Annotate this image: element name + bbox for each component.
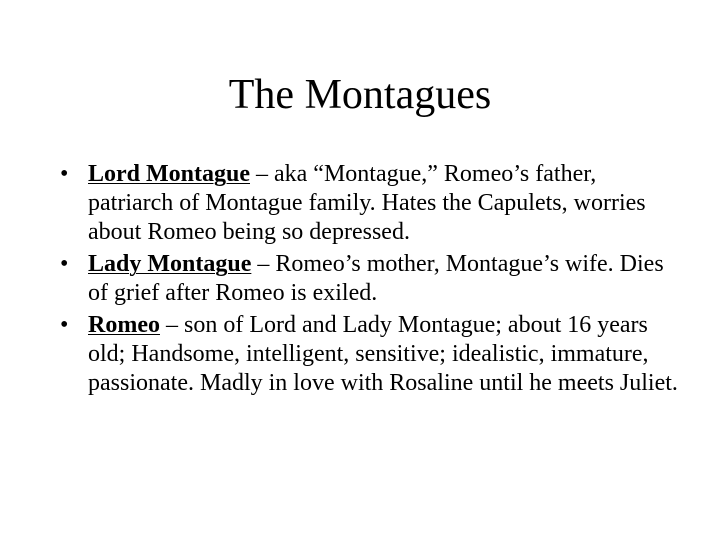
- character-name: Lord Montague: [88, 161, 250, 187]
- bullet-item-lady-montague: [60, 250, 680, 308]
- character-description: – Romeo’s mother, Montague’s wife. Dies of grief after Romeo is exiled.: [88, 251, 664, 306]
- slide-title: The Montagues: [228, 72, 492, 118]
- bullet-item-romeo: [60, 311, 680, 398]
- bullet-item-lord-montague: [60, 160, 680, 247]
- character-description: – son of Lord and Lady Montague; about 16 years old; Handsome, intelligent, sensitive; idealistic, immature, passionate. Madly in love with Rosaline until he meets Juliet.: [88, 312, 678, 396]
- bullet-dot-icon: •: [60, 251, 69, 277]
- character-name: Lady Montague: [88, 251, 252, 277]
- character-name: Romeo: [88, 312, 160, 338]
- bullet-list: [60, 160, 680, 401]
- character-description: – aka “Montague,” Romeo’s father, patriarch of Montague family. Hates the Capulets, worries about Romeo being so depressed.: [88, 161, 646, 245]
- bullet-dot-icon: •: [60, 312, 69, 338]
- bullet-dot-icon: •: [60, 161, 69, 187]
